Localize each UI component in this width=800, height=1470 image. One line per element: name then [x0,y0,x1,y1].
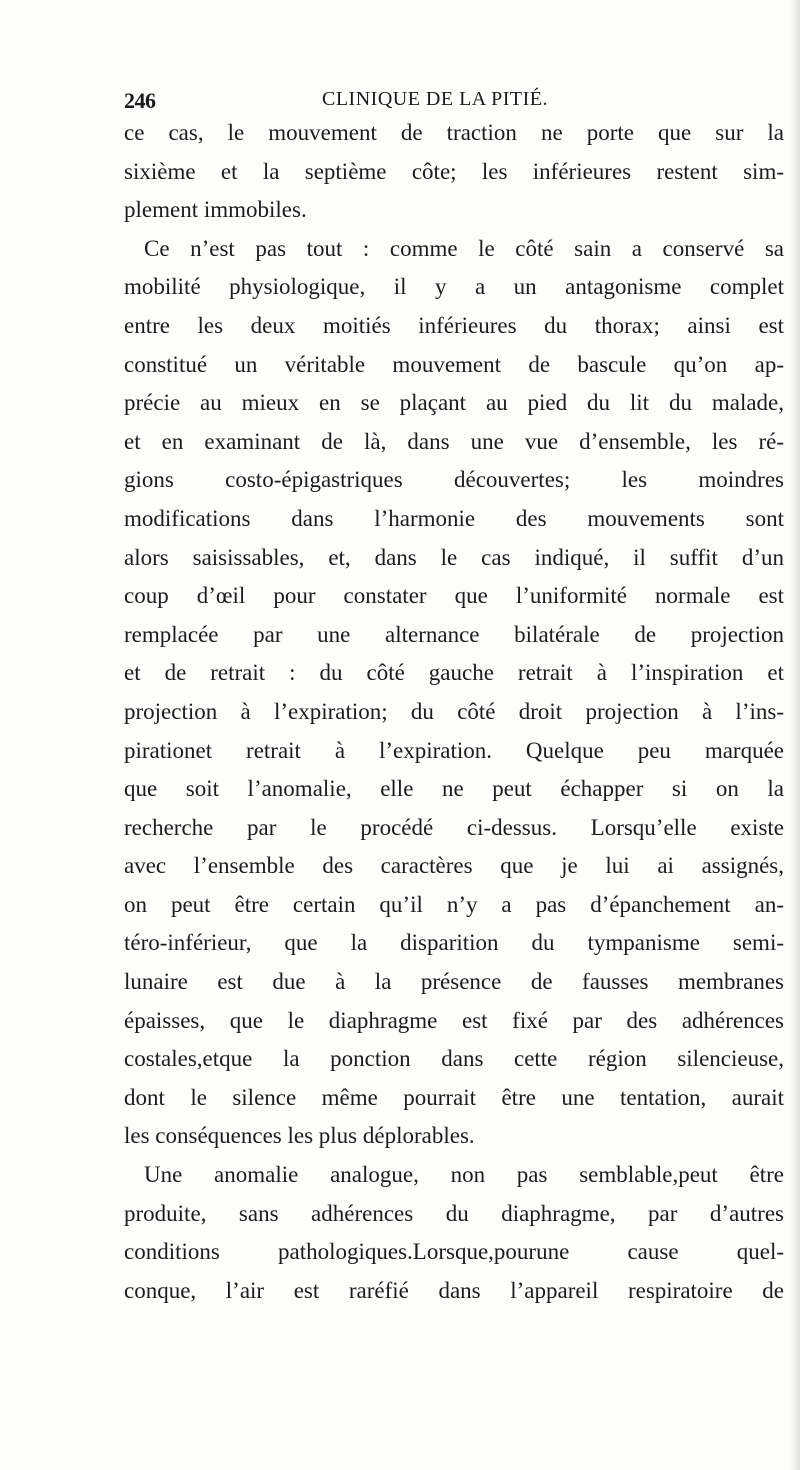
running-head: CLINIQUE DE LA PITIÉ. [322,88,549,110]
text-line: avec l’ensemble des caractères que je lui ai assignés, [124,853,784,879]
text-line: épaisses, que le diaphragme est fixé par des adhérences [124,1007,784,1033]
text-line: on peut être certain qu’il n’y a pas d’épanchement an- [124,891,784,917]
text-line: conque, l’air est raréfié dans l’appareil respiratoire de [124,1277,784,1303]
text-line: gions costo-épigastriques découvertes; les moindres [124,467,784,493]
body-text [124,114,784,1310]
text-line: remplacée par une alternance bilatérale de projection [124,621,784,647]
text-line: plement immobiles. [124,197,307,223]
page-number: 246 [124,88,156,113]
text-line: projection à l’expiration; du côté droit projection à l’ins- [124,698,784,724]
text-line: lunaire est due à la présence de fausses membranes [124,969,784,995]
text-line: coup d’œil pour constater que l’uniformité normale est [124,583,784,609]
text-line: conditions pathologiques.Lorsque,pourune cause quel- [124,1239,784,1265]
text-line: et en examinant de là, dans une vue d’ensemble, les ré- [124,428,784,454]
text-line: les conséquences les plus déplorables. [124,1123,475,1149]
text-line: mobilité physiologique, il y a un antagonisme complet [124,274,784,300]
text-line: recherche par le procédé ci-dessus. Lorsqu’elle existe [124,814,784,840]
text-line: Ce n’est pas tout : comme le côté sain a conservé sa [144,235,784,261]
text-line: sixième et la septième côte; les inférieures restent sim- [124,158,784,184]
text-line: costales,etque la ponction dans cette région silencieuse, [124,1046,784,1072]
text-line: alors saisissables, et, dans le cas indiqué, il suffit d’un [124,544,784,570]
text-line: produite, sans adhérences du diaphragme, par d’autres [124,1200,784,1226]
text-line: modifications dans l’harmonie des mouvements sont [124,505,784,531]
text-line: pirationet retrait à l’expiration. Quelque peu marquée [124,737,784,763]
text-line: précie au mieux en se plaçant au pied du lit du malade, [124,390,784,416]
page-header [0,88,800,114]
text-line: Une anomalie analogue, non pas semblable,peut être [144,1162,784,1188]
text-line: et de retrait : du côté gauche retrait à l’inspiration et [124,660,784,686]
page-edge-shadow [790,0,800,1470]
text-line: constitué un véritable mouvement de bascule qu’on ap- [124,351,784,377]
text-line: que soit l’anomalie, elle ne peut échapper si on la [124,776,784,802]
text-line: téro-inférieur, que la disparition du tympanisme semi- [124,930,784,956]
text-line: entre les deux moitiés inférieures du thorax; ainsi est [124,312,784,338]
text-line: dont le silence même pourrait être une tentation, aurait [124,1084,784,1110]
text-line: ce cas, le mouvement de traction ne porte que sur la [124,120,784,145]
